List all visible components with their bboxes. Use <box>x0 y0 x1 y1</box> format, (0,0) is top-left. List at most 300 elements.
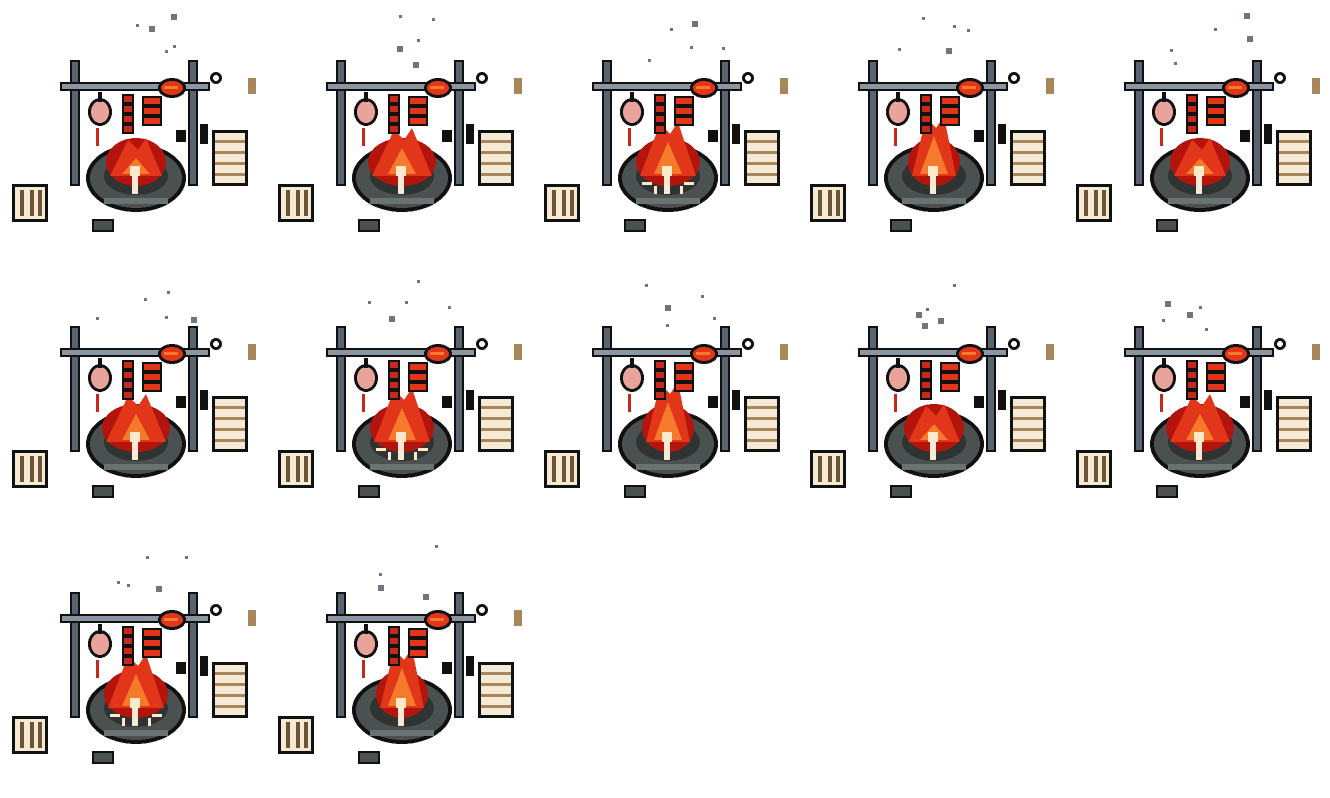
fire <box>104 654 168 726</box>
rib-meat <box>144 374 160 380</box>
smoke-particles <box>645 284 716 327</box>
campfire-sprite <box>0 532 266 798</box>
sausage <box>124 392 132 398</box>
spit-clamp <box>708 396 718 408</box>
smoke-puff <box>938 318 944 324</box>
rib-meat <box>676 384 692 390</box>
wood-crate <box>1010 78 1054 186</box>
firewood-log <box>398 708 404 726</box>
sausage <box>124 126 132 132</box>
sack-stripe <box>286 190 290 216</box>
sack-stripe <box>836 456 840 482</box>
meat-drip <box>362 660 365 678</box>
crate-plank-line <box>215 417 245 420</box>
sausage <box>390 648 398 654</box>
campfire-frame <box>0 266 266 532</box>
smoke-puff <box>946 48 952 54</box>
flame-core <box>396 432 406 442</box>
sack <box>1076 184 1112 222</box>
smoke-puff <box>368 301 371 304</box>
sack-stripe <box>570 456 574 482</box>
smoke-puff <box>448 306 451 309</box>
crate-plank-line <box>481 683 511 686</box>
ground-stone-face <box>626 221 644 230</box>
pit-highlight <box>636 464 700 470</box>
spit-hook <box>732 390 740 410</box>
sausage <box>1188 382 1196 388</box>
sausage <box>390 638 398 644</box>
pit-highlight <box>104 198 168 204</box>
crate-plank-line <box>747 140 777 143</box>
smoke-puff <box>417 39 420 42</box>
smoke-puff <box>692 21 698 27</box>
rib-meat <box>410 650 426 656</box>
ground-stone-face <box>892 221 910 230</box>
spit-post-left-face <box>604 328 610 450</box>
smoke-puff <box>149 26 155 32</box>
campfire-frame <box>798 0 1064 266</box>
crate-plank-line <box>1279 439 1309 442</box>
meat-drip <box>628 394 631 412</box>
sack-stripe <box>20 456 24 482</box>
smoke-puff <box>167 291 170 294</box>
smoke-puff <box>191 317 197 323</box>
spit-post-right-face <box>988 62 994 184</box>
sack-stripe <box>38 722 42 748</box>
spit-handle-hole <box>1011 75 1017 81</box>
ham-string <box>98 358 102 368</box>
crate-plank-line <box>747 173 777 176</box>
wood-crate <box>212 344 256 452</box>
sausage <box>922 372 930 378</box>
sack-stripe <box>1094 190 1098 216</box>
sausage <box>922 116 930 122</box>
campfire-sprite <box>0 0 266 266</box>
spit-post-right-face <box>190 328 196 450</box>
spit-handle-hole <box>213 341 219 347</box>
campfire-frame <box>532 266 798 532</box>
rib-meat <box>676 108 692 114</box>
spit-post-right-face <box>456 62 462 184</box>
firewood-log <box>1196 176 1202 194</box>
steak-fat <box>430 86 444 89</box>
crate-plank-line <box>747 417 777 420</box>
ground-stone-face <box>360 487 378 496</box>
sausage <box>922 382 930 388</box>
fire <box>370 388 434 460</box>
crate-plank-line <box>747 439 777 442</box>
hanging-tag <box>1312 78 1320 94</box>
crate-plank-line <box>747 406 777 409</box>
spit-handle-hole <box>213 75 219 81</box>
crate-plank-line <box>215 406 245 409</box>
spark <box>642 182 652 185</box>
spit-clamp <box>176 130 186 142</box>
meat-ham <box>91 633 109 655</box>
spit-post-left-face <box>1136 62 1142 184</box>
smoke-puff <box>722 47 725 50</box>
smoke-puff <box>926 308 929 311</box>
sack <box>278 184 314 222</box>
smoke-puff <box>1244 13 1250 19</box>
hanging-tag <box>248 78 256 94</box>
meat-ham <box>623 101 641 123</box>
spit-bar-face <box>594 84 740 89</box>
steak-fat <box>696 352 710 355</box>
smoke-puff <box>1199 306 1202 309</box>
sack <box>810 184 846 222</box>
crate-plank-line <box>481 705 511 708</box>
flame-core <box>396 698 406 708</box>
smoke-puff <box>645 284 648 287</box>
meat-drip <box>362 394 365 412</box>
smoke-puff <box>117 581 120 584</box>
smoke-puff <box>953 25 956 28</box>
steak-fat <box>1228 352 1242 355</box>
crate-plank-line <box>1013 151 1043 154</box>
meat-drip <box>1160 128 1163 146</box>
sausage <box>656 116 664 122</box>
sausage <box>656 382 664 388</box>
wood-crate <box>1010 344 1054 452</box>
smoke-particles <box>136 14 177 53</box>
steak-fat <box>164 86 178 89</box>
steak-fat <box>962 352 976 355</box>
crate-plank-line <box>481 428 511 431</box>
sack <box>544 450 580 488</box>
smoke-puff <box>136 24 139 27</box>
sack <box>12 716 48 754</box>
sack-stripe <box>1094 456 1098 482</box>
wood-crate <box>212 610 256 718</box>
sausage <box>390 126 398 132</box>
spit-handle-hole <box>479 607 485 613</box>
rib-meat <box>410 640 426 646</box>
smoke-puff <box>397 46 403 52</box>
spit-hook <box>200 390 208 410</box>
wood-crate <box>478 344 522 452</box>
sack-stripe <box>552 190 556 216</box>
meat-drip <box>362 128 365 146</box>
campfire-frame <box>532 0 798 266</box>
sack-stripe <box>818 190 822 216</box>
sack <box>12 450 48 488</box>
flame-core <box>396 166 406 176</box>
crate-plank-line <box>1279 162 1309 165</box>
smoke-puff <box>171 14 177 20</box>
hanging-tag <box>1312 344 1320 360</box>
campfire-sprite <box>266 266 532 532</box>
sack-stripe <box>296 456 300 482</box>
smoke-puff <box>1174 62 1177 65</box>
spit-clamp <box>442 396 452 408</box>
smoke-puff <box>146 556 149 559</box>
firewood-log <box>1196 442 1202 460</box>
sack-stripe <box>296 722 300 748</box>
smoke-puff <box>173 45 176 48</box>
meat-drip <box>628 128 631 146</box>
sausage <box>656 392 664 398</box>
sack <box>278 716 314 754</box>
campfire-sprite <box>266 0 532 266</box>
sack-stripe <box>38 190 42 216</box>
sausage <box>124 638 132 644</box>
spark <box>654 186 657 194</box>
smoke-particles <box>1170 13 1253 65</box>
campfire-sprite <box>798 266 1064 532</box>
spark <box>418 448 428 451</box>
sack-stripe <box>570 190 574 216</box>
rib-meat <box>676 98 692 104</box>
ground-stone-face <box>94 221 112 230</box>
sack <box>12 184 48 222</box>
meat-drip <box>894 394 897 412</box>
hanging-tag <box>514 344 522 360</box>
spit-clamp <box>176 662 186 674</box>
spit-bar-face <box>62 616 208 621</box>
spit-post-right-face <box>190 62 196 184</box>
sausage <box>390 382 398 388</box>
spit-bar-face <box>594 350 740 355</box>
sack <box>544 184 580 222</box>
sausage <box>390 658 398 664</box>
sack-stripe <box>1084 456 1088 482</box>
flame-core <box>662 432 672 442</box>
ham-string <box>896 358 900 368</box>
rib-meat <box>942 98 958 104</box>
campfire-frame <box>1064 0 1330 266</box>
pit-highlight <box>370 198 434 204</box>
flame-core <box>928 166 938 176</box>
sausage <box>390 628 398 634</box>
crate-plank-line <box>1013 428 1043 431</box>
rib-meat <box>942 374 958 380</box>
sack-stripe <box>1084 190 1088 216</box>
spark <box>680 186 683 194</box>
smoke-puff <box>1247 36 1253 42</box>
smoke-puff <box>156 586 162 592</box>
spit-hook <box>998 390 1006 410</box>
sack <box>1076 450 1112 488</box>
meat-drip <box>894 128 897 146</box>
campfire-frame <box>798 266 1064 532</box>
firewood-log <box>398 442 404 460</box>
rib-meat <box>410 118 426 124</box>
spit-post-left-face <box>870 62 876 184</box>
sausage <box>656 372 664 378</box>
campfire-frame <box>266 266 532 532</box>
spit-post-right-face <box>1254 328 1260 450</box>
steak-fat <box>1228 86 1242 89</box>
spit-clamp <box>708 130 718 142</box>
crate-plank-line <box>1279 151 1309 154</box>
sausage <box>390 362 398 368</box>
ham-string <box>98 624 102 634</box>
meat-ham <box>91 367 109 389</box>
campfire-sprite <box>532 0 798 266</box>
spark <box>388 452 391 460</box>
pit-highlight <box>1168 464 1232 470</box>
meat-ham <box>1155 101 1173 123</box>
sack-stripe <box>828 456 832 482</box>
hanging-tag <box>514 610 522 626</box>
smoke-puff <box>165 50 168 53</box>
crate-plank-line <box>481 406 511 409</box>
firewood-log <box>132 442 138 460</box>
spit-post-left-face <box>338 62 344 184</box>
crate-plank-line <box>215 173 245 176</box>
spit-post-right-face <box>722 62 728 184</box>
rib-meat <box>1208 374 1224 380</box>
smoke-puff <box>379 573 382 576</box>
sausage <box>922 362 930 368</box>
hanging-tag <box>1046 344 1054 360</box>
crate-plank-line <box>215 694 245 697</box>
smoke-puff <box>185 556 188 559</box>
spit-hook <box>732 124 740 144</box>
ham-string <box>1162 92 1166 102</box>
crate-plank-line <box>1013 140 1043 143</box>
rib-meat <box>410 108 426 114</box>
smoke-puff <box>399 15 402 18</box>
meat-ham <box>623 367 641 389</box>
sack-stripe <box>38 456 42 482</box>
spit-post-left-face <box>72 62 78 184</box>
meat-ham <box>1155 367 1173 389</box>
sausage <box>922 106 930 112</box>
sausage <box>124 628 132 634</box>
spit-handle-hole <box>745 75 751 81</box>
campfire-frame <box>0 532 266 798</box>
wood-crate <box>744 78 788 186</box>
steak-fat <box>430 618 444 621</box>
rib-meat <box>144 364 160 370</box>
spit-handle-hole <box>213 607 219 613</box>
smoke-puff <box>127 584 130 587</box>
spit-post-left-face <box>870 328 876 450</box>
crate-plank-line <box>481 694 511 697</box>
spit-post-left-face <box>1136 328 1142 450</box>
pit-highlight <box>902 464 966 470</box>
crate-plank-line <box>481 140 511 143</box>
spit-clamp <box>1240 396 1250 408</box>
spit-post-right-face <box>456 328 462 450</box>
smoke-particles <box>648 21 725 62</box>
crate-plank-line <box>215 162 245 165</box>
smoke-puff <box>953 284 956 287</box>
meat-ham <box>357 367 375 389</box>
sack-stripe <box>1102 190 1106 216</box>
meat-ham <box>889 367 907 389</box>
smoke-puff <box>922 17 925 20</box>
smoke-puff <box>898 48 901 51</box>
ham-string <box>98 92 102 102</box>
sausage <box>922 126 930 132</box>
sausage <box>1188 362 1196 368</box>
smoke-particles <box>898 17 970 54</box>
wood-crate <box>744 344 788 452</box>
sausage <box>1188 372 1196 378</box>
rib-meat <box>144 650 160 656</box>
pit-highlight <box>1168 198 1232 204</box>
sausage <box>656 126 664 132</box>
crate-plank-line <box>215 140 245 143</box>
crate-plank-line <box>1013 406 1043 409</box>
spit-handle-hole <box>479 75 485 81</box>
smoke-particles <box>397 15 435 68</box>
ground-stone-face <box>892 487 910 496</box>
smoke-puff <box>423 594 429 600</box>
sack <box>810 450 846 488</box>
flame-core <box>1194 166 1204 176</box>
spark <box>110 714 120 717</box>
campfire-sprite <box>798 0 1064 266</box>
rib-meat <box>410 384 426 390</box>
flame-core <box>928 432 938 442</box>
spark <box>152 714 162 717</box>
spit-hook <box>466 390 474 410</box>
spit-clamp <box>176 396 186 408</box>
crate-plank-line <box>1279 140 1309 143</box>
smoke-puff <box>666 324 669 327</box>
smoke-puff <box>665 305 671 311</box>
hanging-tag <box>780 78 788 94</box>
sausage <box>656 106 664 112</box>
smoke-puff <box>435 545 438 548</box>
smoke-puff <box>432 18 435 21</box>
rib-meat <box>942 108 958 114</box>
smoke-puff <box>413 62 419 68</box>
rib-meat <box>144 118 160 124</box>
spit-post-right-face <box>988 328 994 450</box>
sack-stripe <box>296 190 300 216</box>
smoke-puff <box>648 59 651 62</box>
spit-bar-face <box>62 350 208 355</box>
crate-plank-line <box>215 683 245 686</box>
ground-stone-face <box>94 753 112 762</box>
crate-plank-line <box>1013 173 1043 176</box>
ground-stone-face <box>626 487 644 496</box>
ham-string <box>364 624 368 634</box>
ground-stone-face <box>360 221 378 230</box>
spit-bar-face <box>860 350 1006 355</box>
spit-bar-face <box>328 350 474 355</box>
smoke-puff <box>916 312 922 318</box>
sausage <box>390 372 398 378</box>
sausage <box>390 392 398 398</box>
ham-string <box>364 358 368 368</box>
rib-meat <box>676 364 692 370</box>
spit-post-left-face <box>338 594 344 716</box>
rib-meat <box>410 364 426 370</box>
spit-handle-hole <box>745 341 751 347</box>
firewood-log <box>132 176 138 194</box>
sack-stripe <box>818 456 822 482</box>
campfire-sprite <box>1064 266 1330 532</box>
spit-clamp <box>1240 130 1250 142</box>
smoke-puff <box>967 29 970 32</box>
crate-plank-line <box>1279 417 1309 420</box>
hanging-tag <box>1046 78 1054 94</box>
crate-plank-line <box>215 439 245 442</box>
pit-highlight <box>104 730 168 736</box>
sack-stripe <box>304 722 308 748</box>
campfire-frame <box>266 532 532 798</box>
ground-stone-face <box>94 487 112 496</box>
spit-post-left-face <box>72 328 78 450</box>
smoke-puff <box>1214 28 1217 31</box>
spit-hook <box>200 124 208 144</box>
